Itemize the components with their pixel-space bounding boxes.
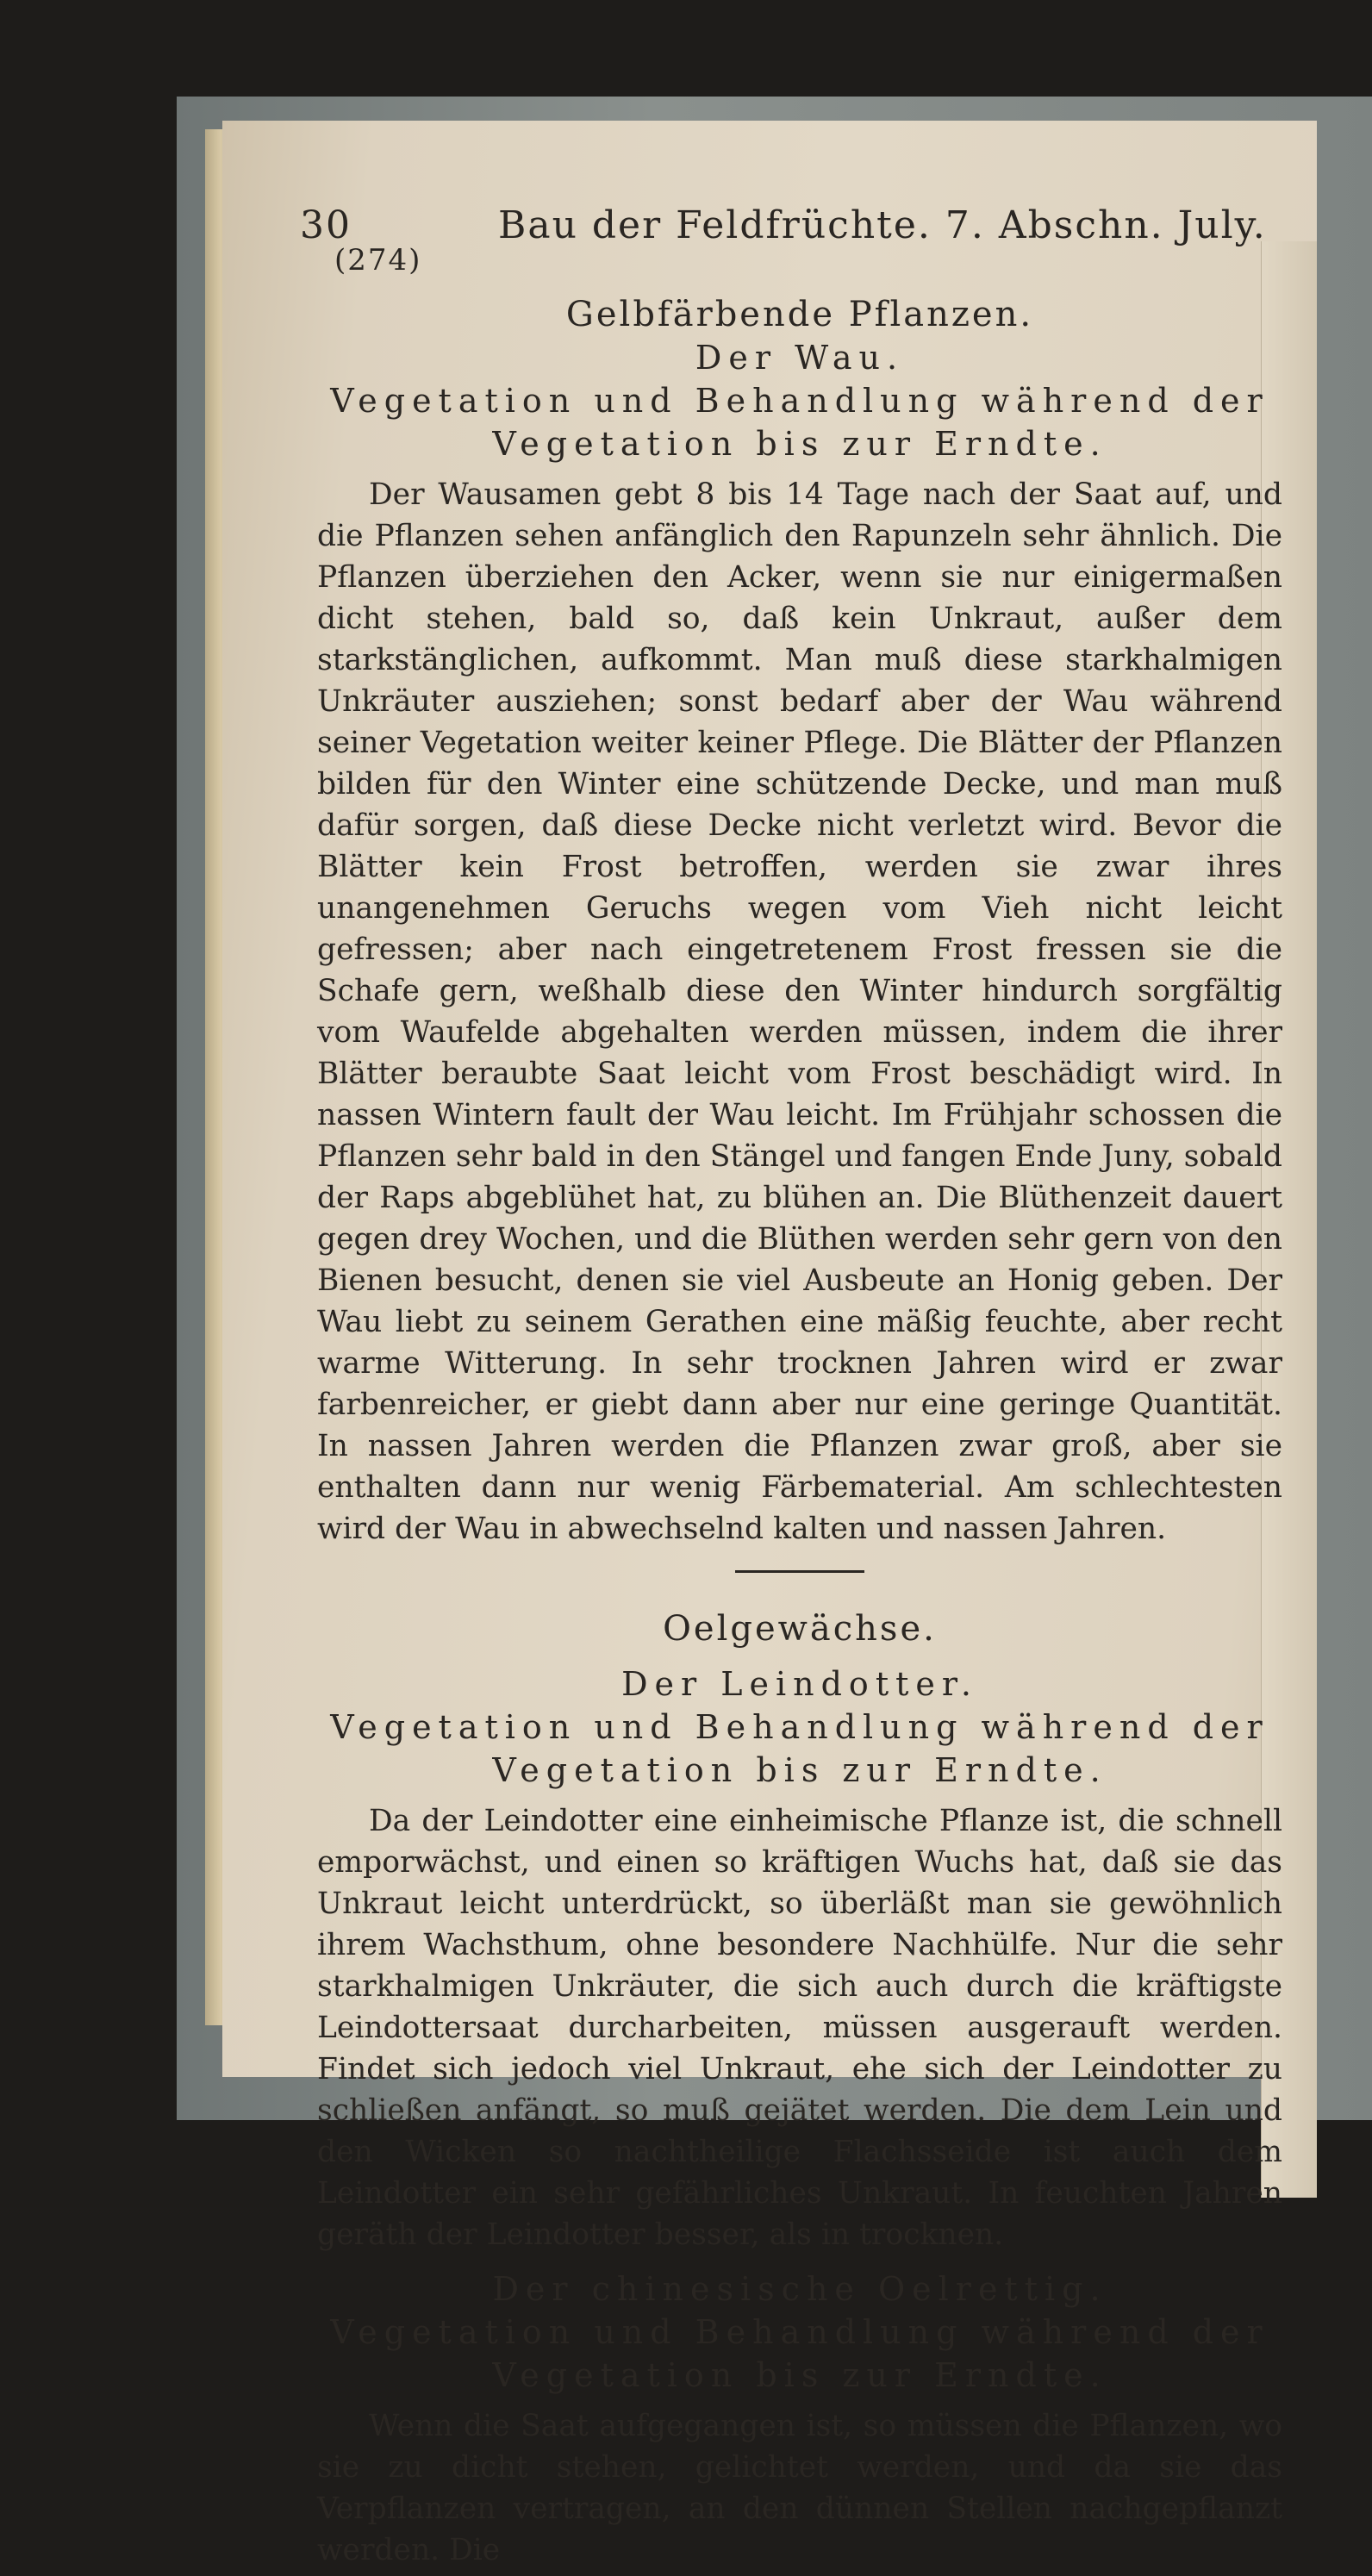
page-content xyxy=(300,203,1282,2576)
subtitle-heading: Vegetation und Behandlung während der Vegetation bis zur Erndte. xyxy=(330,2313,1269,2394)
paragraph: Der Wausamen gebt 8 bis 14 Tage nach der Saat auf, und die Pflanzen sehen anfänglich den Rapunzeln sehr ähnlich. Die Pflanzen überziehen den Acker, wenn sie nur einigermaßen dicht stehen, bald so, daß kein Unkraut, außer dem starkstänglichen, aufkommt. Man muß diese starkhalmigen Unkräuter ausziehen; sonst bedarf aber der Wau während seiner Vegetation weiter keiner Pflege. Die Blätter der Pflanzen bilden für den Winter eine schützende Decke, und man muß dafür sorgen, daß diese Decke nicht verletzt wird. Bevor die Blätter kein Frost betroffen, werden sie zwar ihres unangenehmen Geruchs wegen vom Vieh nicht leicht gefressen; aber nach eingetretenem Frost fressen sie die Schafe gern, weßhalb diese den Winter hindurch sorgfältig vom Waufelde abgehalten werden müssen, indem die ihrer Blätter beraubte Saat leicht vom Frost beschädigt wird. In nassen Wintern fault der Wau leicht. Im Frühjahr schossen die Pflanzen sehr bald in den Stängel und fangen Ende Juny, sobald der Raps abgeblühet hat, zu blühen an. Die Blüthenzeit dauert gegen drey Wochen, und die Blüthen werden sehr gern von den Bienen besucht, denen sie viel Ausbeute an Honig geben. Der Wau liebt zu seinem Gerathen eine mäßig feuchte, aber recht warme Witterung. In sehr trocknen Jahren wird er zwar farbenreicher, er giebt dann aber nur eine geringe Quantität. In nassen Jahren werden die Pflanzen zwar groß, aber sie enthalten dann nur wenig Färbematerial. Am schlechtesten wird der Wau in abwechselnd kalten und nassen Jahren. xyxy=(317,477,1282,1546)
book-page xyxy=(222,121,1317,2567)
category-heading: Gelbfärbende Pflanzen. xyxy=(565,295,1034,334)
sheet-number: (274) xyxy=(334,243,422,278)
running-head xyxy=(300,203,1282,278)
section-oelrettig xyxy=(317,2267,1282,2571)
paragraph: Wenn die Saat aufgegangen ist, so müssen die Pflanzen, wo sie zu dicht stehen, gelichtet werden, und da sie das Verpflanzen vertragen, an den dünnen Stellen nachgepflanzt werden. Die xyxy=(317,2409,1282,2567)
paragraph: Da der Leindotter eine einheimische Pflanze ist, die schnell emporwächst, und einen so kräftigen Wuchs hat, daß sie das Unkraut leicht unterdrückt, so überläßt man sie gewöhnlich ihrem Wachsthum, ohne besondere Nachhülfe. Nur die sehr starkhalmigen Unkräuter, die sich auch durch die kräftigste Leindottersaat durcharbeiten, müssen ausgerauft werden. Findet sich jedoch viel Unkraut, ehe sich der Leindotter zu schließen anfängt, so muß gejätet werden. Die dem Lein und den Wicken so nachtheilige Flachsseide ist auch dem Leindotter ein sehr gefährliches Unkraut. In feuchten Jahren geräth der Leindotter besser, als in trocknen. xyxy=(317,1804,1282,2252)
section-divider xyxy=(735,1570,864,1573)
section-wau xyxy=(317,293,1282,1550)
subtitle-heading: Vegetation und Behandlung während der Vegetation bis zur Erndte. xyxy=(330,1708,1269,1789)
section-leindotter xyxy=(317,1607,1282,2255)
page-number: 30 xyxy=(300,203,352,247)
plant-heading: Der chinesische Oelrettig. xyxy=(492,2270,1107,2308)
running-title: Bau der Feldfrüchte. 7. Abschn. July. xyxy=(498,203,1267,247)
plant-heading: Der Leindotter. xyxy=(621,1665,978,1703)
category-heading: Oelgewächse. xyxy=(663,1609,937,1649)
subtitle-heading: Vegetation und Behandlung während der Vegetation bis zur Erndte. xyxy=(330,382,1269,463)
plant-heading: Der Wau. xyxy=(695,339,905,377)
